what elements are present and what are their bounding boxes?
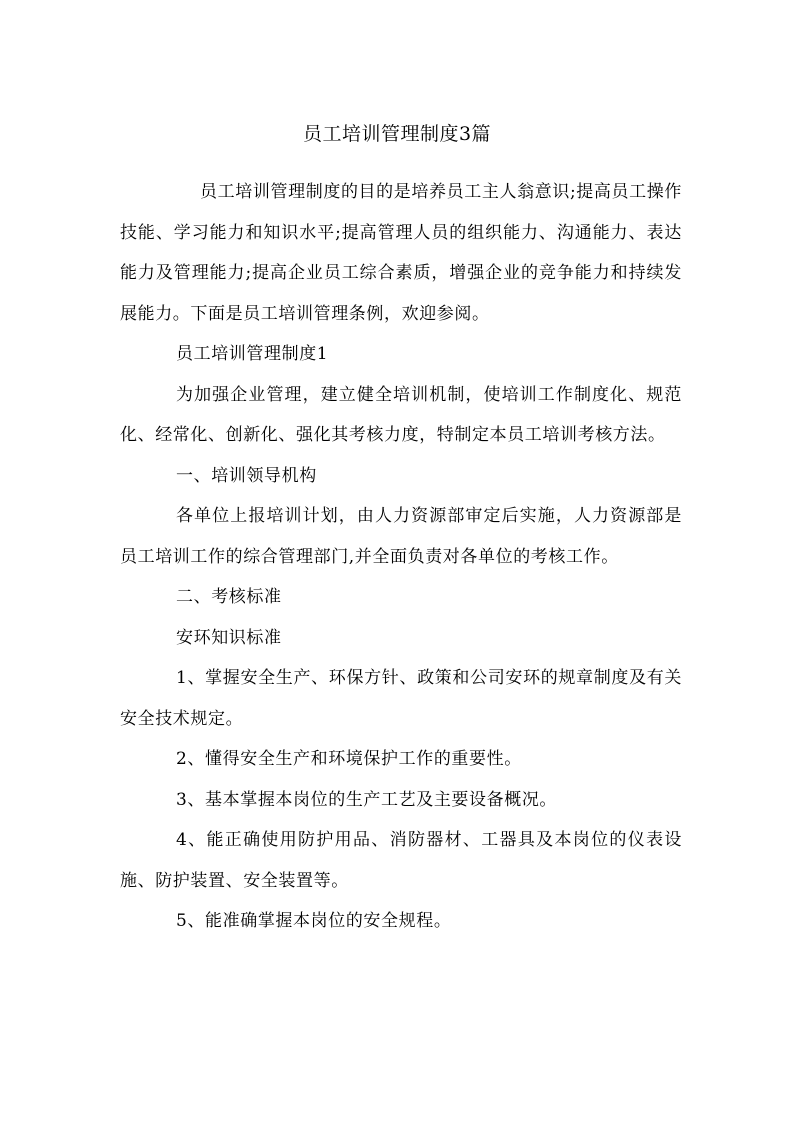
list-item: 3、基本掌握本岗位的生产工艺及主要设备概况。	[176, 789, 558, 810]
list-item: 1、掌握安全生产、环保方针、政策和公司安环的规章制度及有关安全技术规定。	[120, 668, 682, 729]
body-paragraph: 各单位上报培训计划，由人力资源部审定后实施，人力资源部是员工培训工作的综合管理部门,并全面负责对各单位的考核工作。	[120, 506, 682, 567]
body-paragraph: 为加强企业管理，建立健全培训机制，使培训工作制度化、规范化、经常化、创新化、强化其考核力度，特制定本员工培训考核方法。	[120, 384, 682, 445]
section-heading: 员工培训管理制度1	[176, 344, 329, 364]
intro-paragraph: 员工培训管理制度的目的是培养员工主人翁意识;提高员工操作技能、学习能力和知识水平;提高管理人员的组织能力、沟通能力、表达能力及管理能力;提高企业员工综合素质，增强企业的竞争能力和持续发展能力。下面是员工培训管理条例，欢迎参阅。	[120, 182, 682, 324]
list-item: 5、能准确掌握本岗位的安全规程。	[176, 911, 452, 931]
subsection-heading: 安环知识标准	[176, 627, 282, 648]
document-title: 员工培训管理制度3篇	[302, 123, 492, 145]
section-heading: 一、培训领导机构	[176, 465, 317, 486]
list-item: 2、懂得安全生产和环境保护工作的重要性。	[176, 749, 522, 769]
section-heading: 二、考核标准	[176, 587, 282, 607]
list-item: 4、能正确使用防护用品、消防器材、工器具及本岗位的仪表设施、防护装置、安全装置等。	[120, 830, 682, 891]
document-body	[120, 172, 682, 942]
